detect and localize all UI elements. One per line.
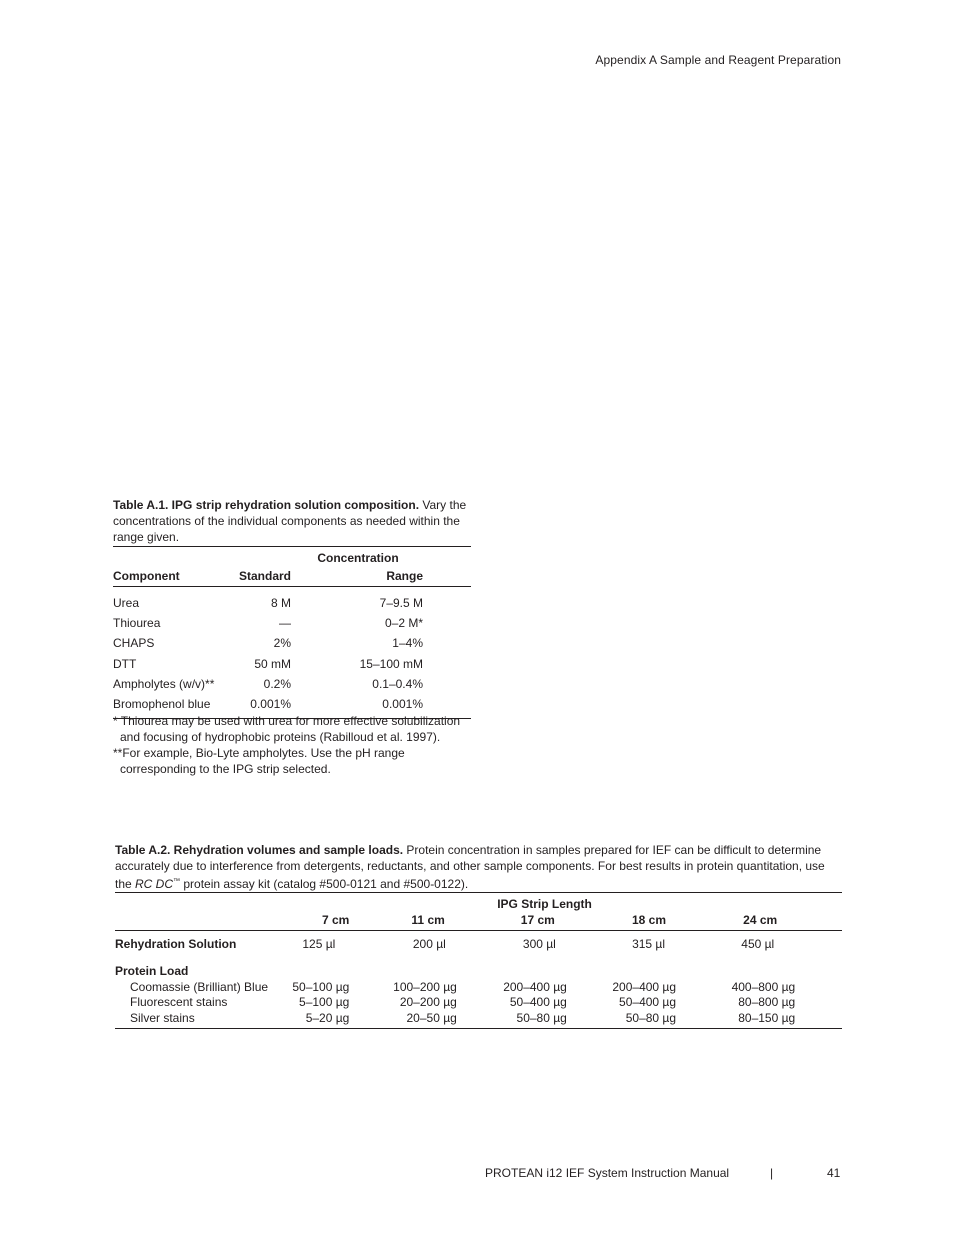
table-row [115, 1010, 842, 1028]
table1-col-header: Range [291, 565, 423, 587]
table-row [113, 633, 471, 653]
table2-cell: 20–50 µg [349, 1010, 456, 1028]
table2-caption-text: protein assay kit (catalog #500-0121 and #500-0122). [180, 877, 469, 891]
table1-cell: Thiourea [113, 615, 161, 630]
table1-cell: Bromophenol blue [113, 694, 238, 719]
table2-cell: 450 µl [741, 937, 775, 951]
table1-cell: — [279, 615, 291, 630]
table-row [113, 653, 471, 673]
table2-cell: 315 µl [632, 937, 666, 951]
table1-footnote: * Thiourea may be used with urea for more effective solubilization and focusing of hydrophobic proteins (Rabilloud et al. 1997). [113, 714, 461, 744]
trademark-symbol: ™ [173, 878, 181, 885]
table1-cell: Ampholytes (w/v)** [113, 676, 215, 691]
table2-cell: 200 µl [412, 937, 446, 951]
table-row [113, 674, 471, 694]
table2-caption [115, 842, 842, 892]
table2-caption-text: Protein concentration in samples prepared for IEF can be difficult to determine accurately due to interference from detergents, reductants, and other sample components. For best results in protein quantitation, use the [115, 843, 825, 891]
table-row [115, 995, 842, 1011]
table-row [115, 931, 842, 957]
running-header: Appendix A Sample and Reagent Preparation [595, 53, 841, 67]
table1-cell: Urea [113, 595, 140, 610]
table1-cell: 8 M [270, 595, 291, 610]
table-row [115, 979, 842, 995]
table1-caption-title: Table A.1. IPG strip rehydration solution composition. [113, 498, 420, 512]
table-row [113, 593, 471, 613]
table1-cell: CHAPS [113, 636, 155, 651]
table1-footnote: **For example, Bio-Lyte ampholytes. Use the pH range corresponding to the IPG strip selected. [113, 746, 405, 776]
table2-row-label: Coomassie (Brilliant) Blue [130, 979, 269, 994]
table1-cell: 1–4% [392, 636, 423, 651]
table2-cell: 400–800 µg [731, 979, 796, 994]
table1-footnotes [113, 713, 473, 777]
table2-cell: 200–400 µg [612, 979, 677, 994]
table1-cell: 2% [273, 636, 291, 651]
table2-cell: 50–80 µg [457, 1010, 567, 1028]
table2-col-header: 7 cm [284, 911, 349, 931]
table2-col-header: 11 cm [349, 911, 456, 931]
table2-row-label: Rehydration Solution [115, 937, 237, 951]
table1-cell: 15–100 mM [359, 656, 423, 671]
table1-group-header: Concentration [317, 551, 399, 565]
table1-caption-text: Vary the concentrations of the individual components as needed within the range given. [113, 498, 467, 544]
table2-row-label: Silver stains [115, 1010, 284, 1028]
table1-cell: 50 mM [254, 656, 291, 671]
table1-cell: 7–9.5 M [379, 595, 423, 610]
table2-cell: 50–400 µg [619, 995, 677, 1010]
table1-cell: DTT [113, 656, 137, 671]
table1 [113, 546, 471, 719]
table2-cell: 50–80 µg [567, 1010, 676, 1028]
footer-manual-title: PROTEAN i12 IEF System Instruction Manual [485, 1166, 730, 1180]
table2-col-header: 24 cm [676, 911, 795, 931]
table1-caption [113, 497, 473, 545]
table2-cell: 50–100 µg [292, 979, 350, 994]
footer-separator: | [770, 1166, 774, 1180]
table1-col-header: Standard [238, 565, 291, 587]
table1-col-header: Component [113, 565, 238, 587]
table1-cell: 0.1–0.4% [372, 676, 423, 691]
table2-cell: 200–400 µg [503, 979, 567, 994]
table-row [115, 956, 842, 979]
table2-cell: 125 µl [302, 937, 336, 951]
table2-cell: 50–400 µg [509, 995, 567, 1010]
table2-row-label: Fluorescent stains [130, 995, 228, 1010]
table2-col-header: 17 cm [457, 911, 567, 931]
table2-caption-title: Table A.2. Rehydration volumes and sample loads. [115, 843, 404, 857]
table-row [113, 613, 471, 633]
table2-row-label: Protein Load [115, 964, 189, 978]
table2-group-header: IPG Strip Length [284, 893, 795, 912]
table2-cell: 80–800 µg [738, 995, 796, 1010]
table1-cell: 0–2 M* [384, 615, 423, 630]
table2-cell: 80–150 µg [676, 1010, 795, 1028]
table2-caption-product: RC DC [135, 877, 174, 891]
table2-cell: 300 µl [522, 937, 556, 951]
table2-cell: 100–200 µg [393, 979, 457, 994]
table1-cell: 0.001% [238, 694, 291, 719]
table1-cell: 0.2% [263, 676, 291, 691]
table2-cell: 20–200 µg [399, 995, 457, 1010]
table2 [115, 892, 842, 1029]
table2-cell: 5–20 µg [284, 1010, 349, 1028]
table1-cell: 0.001% [291, 694, 423, 719]
table2-col-header: 18 cm [567, 911, 676, 931]
page-number: 41 [827, 1166, 841, 1180]
table2-cell: 5–100 µg [299, 995, 350, 1010]
